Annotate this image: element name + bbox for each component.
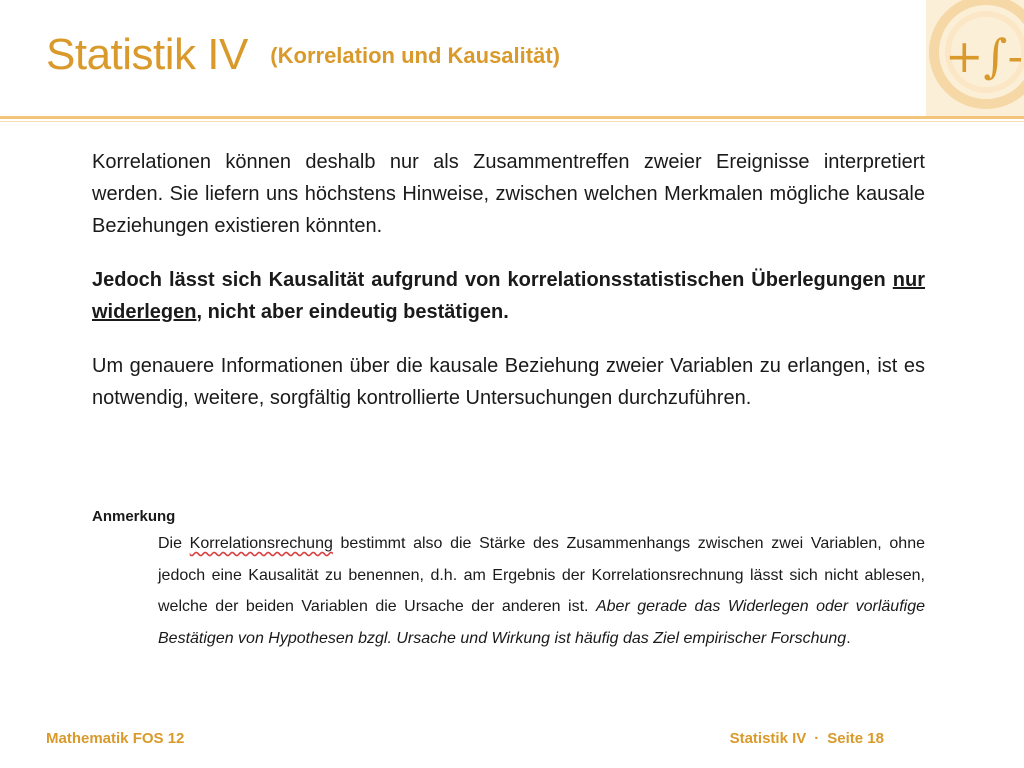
note-text-italic: Aber gerade das Widerlegen oder vorläufige Bestätigen von Hypothesen bzgl. Ursache und Wirkung ist häufig das Ziel empirischer Forschung — [158, 598, 925, 647]
title-subtitle: (Korrelation und Kausalität) — [270, 43, 560, 68]
logo-icon — [926, 0, 1024, 116]
title-main: Statistik IV — [46, 30, 248, 79]
logo — [926, 0, 1024, 116]
note-text-1: Die — [158, 535, 190, 552]
footer-title: Statistik IV — [729, 730, 807, 747]
paragraph-investigation: Um genauere Informationen über die kausale Beziehung zweier Variablen zu erlangen, ist es notwendig, weitere, sorgfältig kontrollierte Untersuchungen durchzuführen. — [92, 355, 925, 409]
footer-course: Mathematik FOS 12 — [46, 730, 185, 747]
paragraph-causality — [92, 264, 925, 328]
footer-separator: · — [814, 730, 820, 747]
paragraph-correlation: Korrelationen können deshalb nur als Zusammentreffen zweier Ereignisse interpretiert werden. Sie liefern uns höchstens Hinweise, zwischen welchen Merkmalen mögliche kausale Beziehungen existieren könnten. — [92, 151, 925, 237]
page-title — [46, 30, 560, 80]
note-body — [158, 528, 925, 654]
paragraph-causality-text-2: , nicht aber eindeutig bestätigen. — [196, 301, 509, 323]
footer-page-info — [730, 730, 884, 747]
logo-text: +∫- — [944, 29, 1024, 83]
note-text-end: . — [846, 629, 851, 647]
footer-page-number: Seite 18 — [827, 730, 884, 747]
main-content — [92, 146, 925, 436]
note-misspelled-word: Korrelationsrechung — [189, 535, 333, 552]
note-heading: Anmerkung — [92, 508, 176, 525]
header-divider-thin — [0, 121, 1024, 122]
header-divider — [0, 116, 1024, 119]
paragraph-causality-underlined: nur widerlegen — [92, 269, 925, 323]
note-text-2: bestimmt also die Stärke des Zusammenhangs zwischen zwei Variablen, ohne jedoch eine Kausalität zu benennen, d.h. am Ergebnis der Korrelationsrechnung lässt sich nicht ablesen, welche der beiden Variablen die Ursache der anderen ist. — [158, 535, 925, 615]
paragraph-causality-text-1: Jedoch lässt sich Kausalität aufgrund von korrelationsstatistischen Überlegungen — [92, 269, 893, 291]
